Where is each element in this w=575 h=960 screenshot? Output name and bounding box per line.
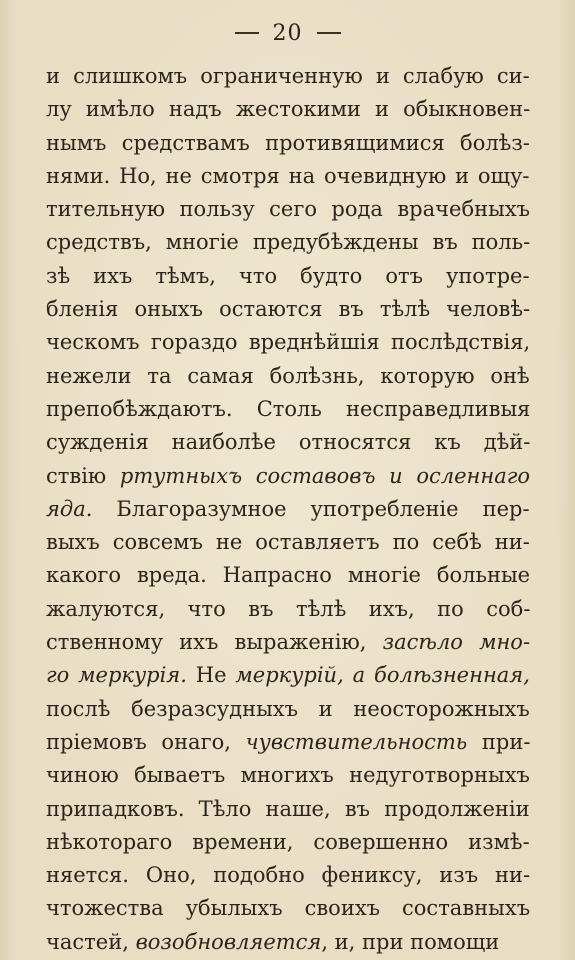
text-line bbox=[46, 193, 530, 226]
text-segment: сужденія наиболѣе относятся къ дѣй- bbox=[46, 430, 531, 455]
italic-text-segment: яда. bbox=[46, 496, 93, 521]
text-segment: средствъ, многіе предубѣждены въ поль- bbox=[46, 230, 531, 255]
italic-text-segment: меркурій, bbox=[235, 663, 344, 688]
text-segment: чтожества убылыхъ своихъ составныхъ bbox=[46, 896, 531, 921]
italic-text-segment: а болѣзненная, bbox=[352, 663, 530, 688]
italic-text-segment: го меркурія. bbox=[46, 663, 187, 688]
text-line bbox=[46, 160, 530, 193]
text-line bbox=[46, 626, 530, 659]
text-line bbox=[46, 293, 530, 326]
text-segment: пріемовъ онаго, bbox=[46, 729, 246, 754]
italic-text-segment: ртутныхъ составовъ и осленнаго bbox=[119, 463, 530, 488]
header-dash-right bbox=[317, 32, 341, 34]
text-segment: при- bbox=[467, 729, 531, 754]
text-segment: жалуются, что въ тѣлѣ ихъ, по соб- bbox=[46, 596, 531, 621]
text-line bbox=[46, 260, 530, 293]
text-line bbox=[46, 226, 530, 259]
text-segment: Благоразумное употребленіе пер- bbox=[92, 496, 530, 521]
italic-text-segment: чувствительность bbox=[245, 729, 468, 754]
page-header bbox=[0, 18, 575, 48]
text-segment: лу имѣло надъ жестокими и обыкновен- bbox=[46, 97, 531, 122]
text-segment: ческомъ гораздо вреднѣйшія послѣдствія, bbox=[46, 330, 531, 355]
text-segment: нежели та самая болѣзнь, которую онѣ bbox=[46, 363, 530, 388]
text-segment: какого вреда. Напрасно многіе больные bbox=[46, 563, 531, 588]
text-line bbox=[46, 460, 530, 493]
text-line bbox=[46, 826, 530, 859]
text-line bbox=[46, 859, 530, 892]
text-line bbox=[46, 426, 530, 459]
text-segment: Не bbox=[186, 663, 236, 688]
text-line bbox=[46, 559, 530, 592]
text-segment: чиною бываетъ многихъ недуготворныхъ bbox=[46, 763, 530, 788]
text-segment: ствію bbox=[46, 463, 120, 488]
text-line bbox=[46, 593, 530, 626]
text-line bbox=[46, 892, 530, 925]
text-line bbox=[46, 93, 530, 126]
text-segment: ственному ихъ выраженію, bbox=[46, 630, 383, 655]
text-line bbox=[46, 493, 530, 526]
text-segment: нями. Но, не смотря на очевидную и ощу- bbox=[46, 163, 530, 188]
text-segment: и слишкомъ ограниченную и слабую си- bbox=[46, 64, 530, 88]
header-dash-left bbox=[235, 32, 259, 34]
text-segment: препобѣждаютъ. Столь несправедливыя bbox=[46, 396, 531, 421]
text-line bbox=[46, 360, 530, 393]
text-segment: послѣ безразсудныхъ и неосторожныхъ bbox=[46, 696, 530, 721]
italic-text-segment: засѣло мно- bbox=[382, 630, 531, 655]
text-line bbox=[46, 726, 530, 759]
italic-text-segment: возобновляется bbox=[135, 929, 322, 954]
text-line bbox=[46, 759, 530, 792]
text-segment: нымъ средствамъ противящимися болѣз- bbox=[46, 130, 530, 155]
text-segment: выхъ совсемъ не оставляетъ по себѣ ни- bbox=[46, 530, 530, 555]
text-segment: няется. Оно, подобно фениксу, изъ ни- bbox=[46, 863, 531, 888]
text-line bbox=[46, 693, 530, 726]
text-line bbox=[46, 793, 530, 826]
text-line bbox=[46, 393, 530, 426]
text-line bbox=[46, 127, 530, 160]
text-line bbox=[46, 326, 530, 359]
text-segment: частей, bbox=[46, 929, 136, 954]
text-segment: тительную пользу сего рода врачебныхъ bbox=[46, 197, 531, 222]
text-segment: бленія оныхъ остаются въ тѣлѣ человѣ- bbox=[46, 297, 531, 322]
text-segment: , и, при помощи bbox=[321, 929, 500, 954]
text-segment bbox=[344, 663, 353, 687]
page-number: 20 bbox=[272, 20, 303, 46]
text-line bbox=[46, 60, 530, 93]
text-segment: зѣ ихъ тѣмъ, что будто отъ употре- bbox=[46, 263, 530, 288]
body-text bbox=[46, 60, 530, 959]
text-segment: нѣкотораго времени, совершенно измѣ- bbox=[46, 829, 530, 854]
text-line bbox=[46, 526, 530, 559]
text-line bbox=[46, 659, 530, 692]
text-segment: припадковъ. Тѣло наше, въ продолженіи bbox=[46, 796, 530, 821]
text-line bbox=[46, 926, 499, 959]
